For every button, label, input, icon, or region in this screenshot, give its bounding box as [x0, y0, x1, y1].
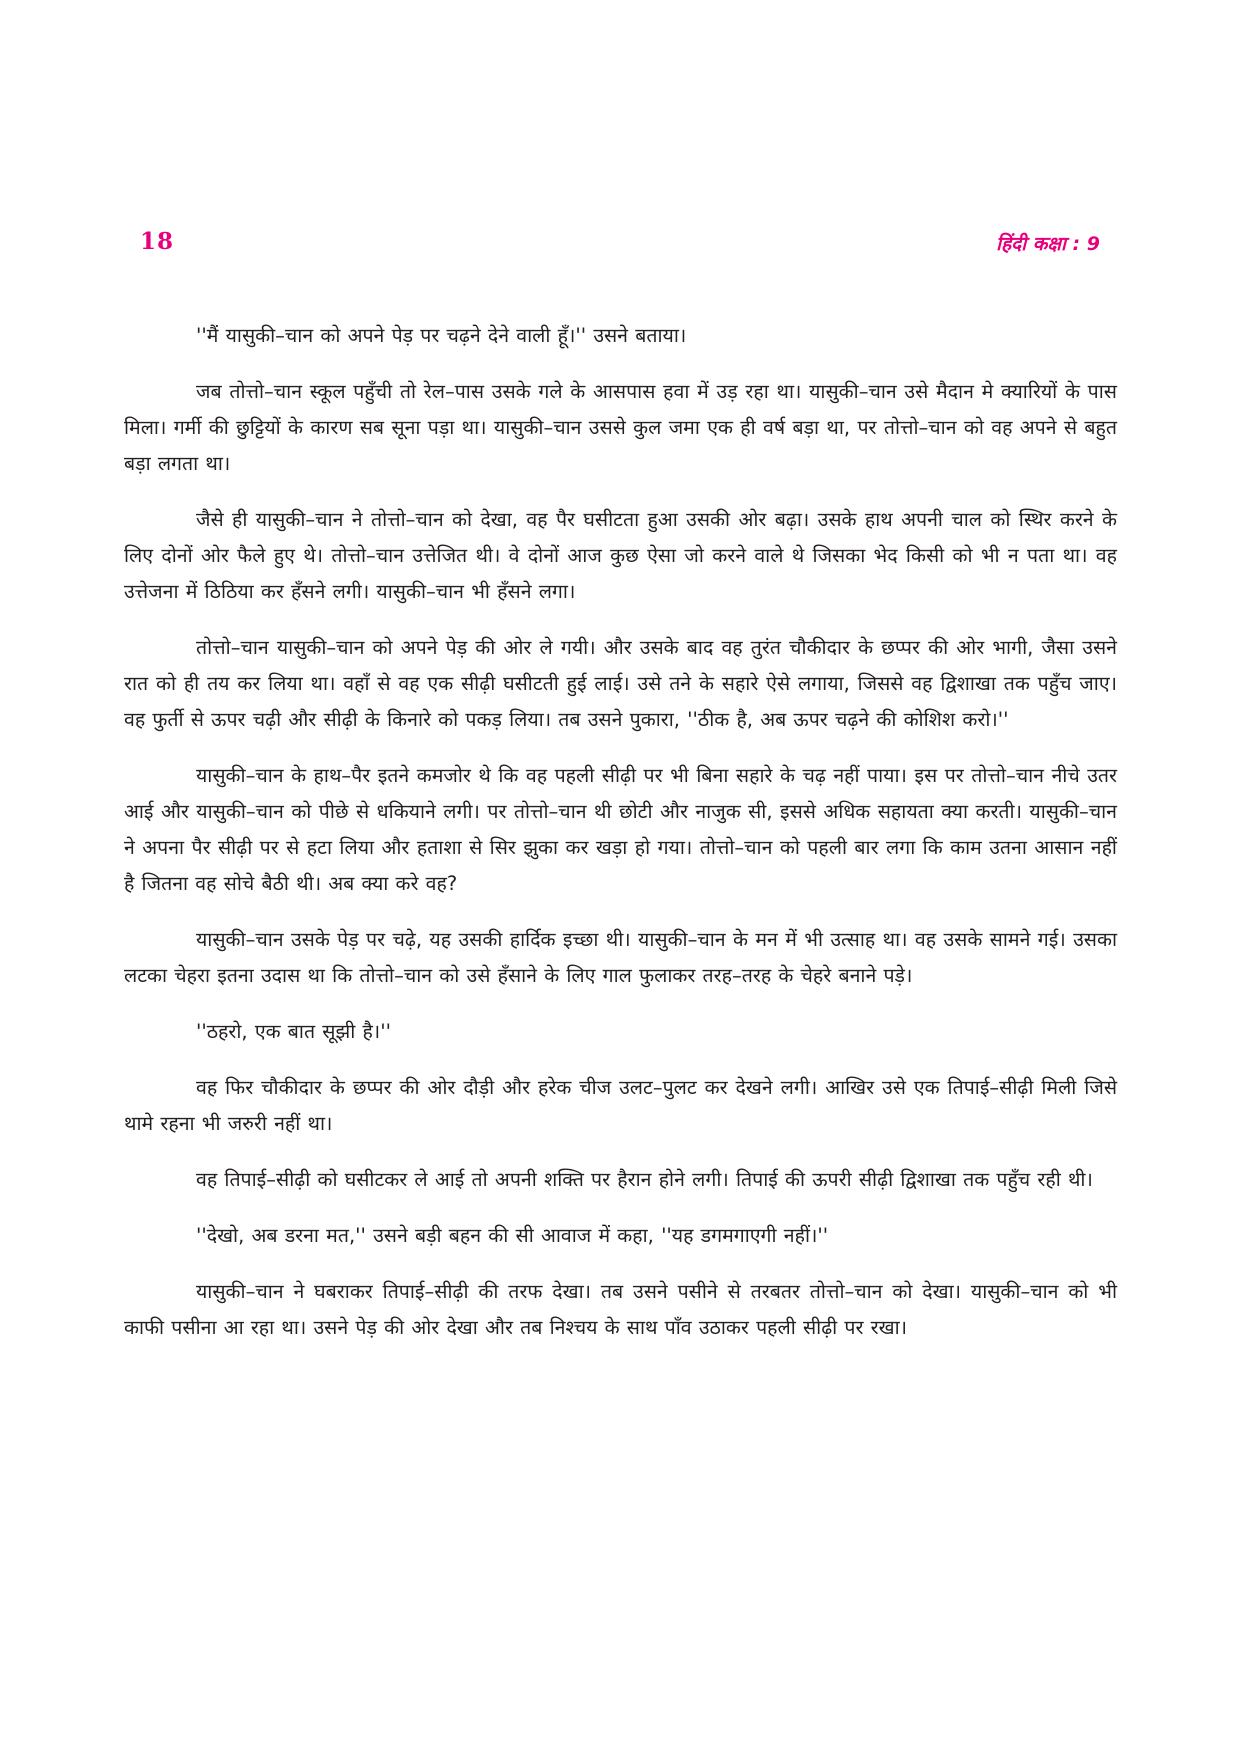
page-header — [140, 228, 1100, 262]
body-text — [124, 318, 1117, 1366]
paragraph: ''मैं यासुकी–चान को अपने पेड़ पर चढ़ने देने वाली हूँ।'' उसने बताया। — [196, 324, 687, 347]
paragraph: वह फिर चौकीदार के छप्पर की ओर दौड़ी और हरेक चीज उलट–पुलट कर देखने लगी। आखिर उसे एक तिपाई–सीढ़ी मिली जिसे थामे रहना भी जरुरी नहीं था। — [124, 1076, 1117, 1135]
paragraph: जब तोत्तो–चान स्कूल पहुँची तो रेल–पास उसके गले के आसपास हवा में उड़ रहा था। यासुकी–चान उसे मैदान मे क्यारियों के पास मिला। गर्मी की छुट्टियों के कारण सब सूना पड़ा था। यासुकी–चान उससे कुल जमा एक ही वर्ष बड़ा था, पर तोत्तो–चान को वह अपने से बहुत बड़ा लगता था। — [124, 380, 1117, 475]
paragraph: वह तिपाई–सीढ़ी को घसीटकर ले आई तो अपनी शक्ति पर हैरान होने लगी। तिपाई की ऊपरी सीढ़ी द्विशाखा तक पहुँच रही थी। — [196, 1168, 1093, 1191]
running-head: हिंदी कक्षा : 9 — [996, 233, 1100, 255]
paragraph: यासुकी–चान ने घबराकर तिपाई–सीढ़ी की तरफ देखा। तब उसने पसीने से तरबतर तोत्तो–चान को देखा। यासुकी–चान को भी काफी पसीना आ रहा था। उसने पेड़ की ओर देखा और तब निश्चय के साथ पाँव उठाकर पहली सीढ़ी पर रखा। — [124, 1280, 1117, 1339]
paragraph: तोत्तो–चान यासुकी–चान को अपने पेड़ की ओर ले गयी। और उसके बाद वह तुरंत चौकीदार के छप्पर की ओर भागी, जैसा उसने रात को ही तय कर लिया था। वहाँ से वह एक सीढ़ी घसीटती हुई लाई। उसे तने के सहारे ऐसे लगाया, जिससे वह द्विशाखा तक पहुँच जाए। वह फुर्ती से ऊपर चढ़ी और सीढ़ी के किनारे को पकड़ लिया। तब उसने पुकारा, ''ठीक है, अब ऊपर चढ़ने की कोशिश करो।'' — [124, 636, 1117, 731]
page-number: 18 — [140, 228, 175, 255]
paragraph: यासुकी–चान उसके पेड़ पर चढ़े, यह उसकी हार्दिक इच्छा थी। यासुकी–चान के मन में भी उत्साह था। वह उसके सामने गई। उसका लटका चेहरा इतना उदास था कि तोत्तो–चान को उसे हँसाने के लिए गाल फुलाकर तरह–तरह के चेहरे बनाने पड़े। — [124, 928, 1117, 987]
paragraph: यासुकी–चान के हाथ–पैर इतने कमजोर थे कि वह पहली सीढ़ी पर भी बिना सहारे के चढ़ नहीं पाया। इस पर तोत्तो–चान नीचे उतर आई और यासुकी–चान को पीछे से धकियाने लगी। पर तोत्तो–चान थी छोटी और नाजुक सी, इससे अधिक सहायता क्या करती। यासुकी–चान ने अपना पैर सीढ़ी पर से हटा लिया और हताशा से सिर झुका कर खड़ा हो गया। तोत्तो–चान को पहली बार लगा कि काम उतना आसान नहीं है जितना वह सोचे बैठी थी। अब क्या करे वह? — [124, 764, 1117, 895]
paragraph: ''देखो, अब डरना मत,'' उसने बड़ी बहन की सी आवाज में कहा, ''यह डगमगाएगी नहीं।'' — [196, 1224, 829, 1247]
paragraph: जैसे ही यासुकी–चान ने तोत्तो–चान को देखा, वह पैर घसीटता हुआ उसकी ओर बढ़ा। उसके हाथ अपनी चाल को स्थिर करने के लिए दोनों ओर फैले हुए थे। तोत्तो–चान उत्तेजित थी। वे दोनों आज कुछ ऐसा जो करने वाले थे जिसका भेद किसी को भी न पता था। वह उत्तेजना में ठिठिया कर हँसने लगी। यासुकी–चान भी हँसने लगा। — [124, 508, 1117, 603]
paragraph: ''ठहरो, एक बात सूझी है।'' — [196, 1020, 391, 1043]
